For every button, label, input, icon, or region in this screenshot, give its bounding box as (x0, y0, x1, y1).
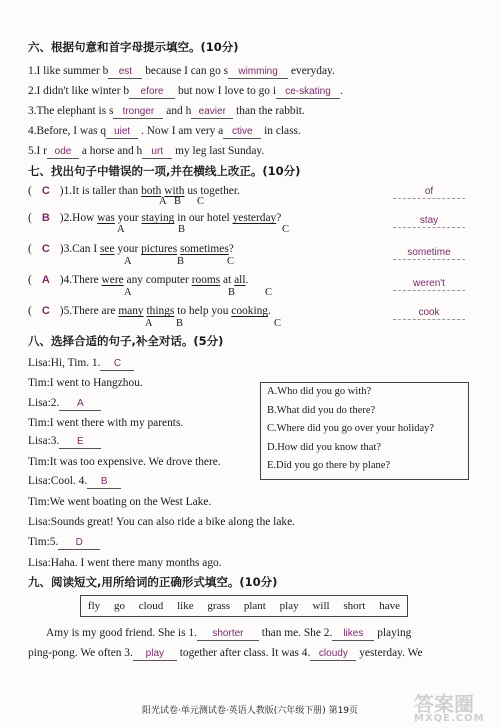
s8-line3: Lisa:2. A (28, 396, 101, 411)
s8-line7: Lisa:Cool. 4. B (28, 474, 121, 489)
s8-blank5[interactable]: D (58, 537, 100, 550)
s7-item2: ( B )2.How was your staying in our hotel yesterday? (28, 212, 282, 224)
s7-item5: ( C )5.There are many things to help you cooking. (28, 305, 271, 317)
s8-options-box (260, 382, 469, 480)
s9-para-line2: ping-pong. We often 3. play together after class. It was 4. cloudy yesterday. We (28, 647, 423, 659)
s8-line4: Tim:I went there with my parents. (28, 417, 184, 429)
s6-q4: 4.Before, I was q uiet . Now I am very a ctive in class. (28, 125, 301, 137)
s9-word: like (177, 600, 194, 612)
s9-blank3[interactable]: play (133, 648, 177, 661)
s9-blank4[interactable]: cloudy (310, 648, 356, 661)
s7-item1-correction[interactable]: of (393, 186, 465, 199)
s6-q1: 1.I like summer b est because I can go s wimming everyday. (28, 65, 335, 77)
s9-word-box (80, 595, 408, 617)
s9-para-line1: Amy is my good friend. She is 1. shorter than me. She 2. likes playing (46, 627, 412, 639)
section8-heading: 八、选择合适的句子,补全对话。(5分) (28, 334, 224, 348)
s9-word: will (312, 600, 330, 612)
s6-q5: 5.I r ode a horse and h urt my leg last Sunday. (28, 145, 265, 157)
s6-q5-ans1[interactable]: ode (47, 146, 79, 159)
s8-blank2[interactable]: A (59, 398, 101, 411)
s8-line1: Lisa:Hi, Tim. 1. C (28, 356, 134, 371)
s7-item2-label-a: A (117, 224, 125, 235)
s7-item4: ( A )4.There were any computer rooms at all. (28, 274, 249, 286)
s7-item4-correction[interactable]: weren't (393, 278, 465, 291)
s8-line10: Tim:5. D (28, 535, 100, 550)
s7-item3-label-b: B (177, 256, 185, 267)
s8-option-e: E.Did you go there by plane? (267, 460, 391, 471)
s8-line9: Lisa:Sounds great! You can also ride a bike along the lake. (28, 516, 295, 528)
s8-line6: Tim:It was too expensive. We drove there. (28, 456, 221, 468)
s8-line2: Tim:I went to Hangzhou. (28, 377, 143, 389)
s6-q3-ans1[interactable]: tronger (113, 106, 163, 119)
s6-q1-ans1[interactable]: est (108, 66, 142, 79)
page-footer: 阳光试卷·单元测试卷·英语人教版(六年级下册) 第19页 (141, 706, 359, 716)
s6-q2: 2.I didn't like winter b efore but now I love to go i ce-skating . (28, 85, 343, 97)
s7-item5-label-c: C (274, 318, 282, 329)
s6-q4-ans1[interactable]: uiet (106, 126, 138, 139)
s8-option-a: A.Who did you go with? (267, 386, 372, 397)
s6-q4-ans2[interactable]: ctive (223, 126, 261, 139)
s9-word: fly (87, 600, 101, 612)
s7-item3: ( C )3.Can I see your pictures sometimes? (28, 243, 234, 255)
s9-word: grass (207, 600, 231, 612)
s6-q5-ans2[interactable]: urt (142, 146, 172, 159)
s7-item4-label-a: A (124, 287, 132, 298)
s7-item1: ( C )1.It is taller than both with us together. (28, 185, 240, 197)
s8-option-b: B.What did you do there? (267, 404, 376, 416)
s7-item3-correction[interactable]: sometime (393, 247, 465, 260)
s9-word: plant (243, 600, 266, 612)
section6-heading: 六、根据句意和首字母提示填空。(10分) (28, 40, 239, 54)
s9-word: cloud (138, 600, 164, 612)
s8-line11: Lisa:Haha. I went there many months ago. (28, 557, 222, 569)
s6-q1-ans2[interactable]: wimming (228, 66, 288, 79)
s6-q3-ans2[interactable]: eavier (191, 106, 233, 119)
s7-item4-answer[interactable]: A (41, 274, 50, 286)
s6-q2-ans1[interactable]: efore (129, 86, 175, 99)
s7-item5-answer[interactable]: C (41, 305, 50, 317)
s6-q3: 3.The elephant is s tronger and h eavier than the rabbit. (28, 105, 305, 117)
s7-item2-answer[interactable]: B (41, 212, 50, 224)
section7-heading: 七、找出句子中错误的一项,并在横线上改正。(10分) (28, 164, 301, 178)
s8-line5: Lisa:3. E (28, 434, 101, 449)
s7-item5-label-b: B (176, 318, 184, 329)
s7-item5-correction[interactable]: cook (393, 307, 465, 320)
s7-item4-label-b: B (228, 287, 236, 298)
s7-item1-label-b: B (174, 196, 182, 207)
s9-word: play (279, 600, 299, 612)
s9-blank1[interactable]: shorter (197, 628, 259, 641)
s8-option-d: D.How did you know that? (267, 441, 382, 453)
s7-item3-label-a: A (124, 256, 132, 267)
s9-word: have (379, 600, 400, 612)
s7-item2-label-c: C (282, 224, 290, 235)
s8-blank4[interactable]: B (87, 476, 121, 489)
s9-word: short (343, 600, 366, 612)
s7-item1-answer[interactable]: C (41, 185, 50, 197)
s7-item4-label-c: C (265, 287, 273, 298)
s7-item2-correction[interactable]: stay (393, 215, 465, 228)
s8-blank3[interactable]: E (59, 436, 101, 449)
s7-item2-label-b: B (178, 224, 186, 235)
s9-blank2[interactable]: likes (332, 628, 374, 641)
s6-q2-ans2[interactable]: ce-skating (276, 86, 340, 99)
s8-option-c: C.Where did you go over your holiday? (267, 423, 435, 434)
s7-item3-answer[interactable]: C (41, 243, 50, 255)
s9-word: go (113, 600, 125, 612)
watermark-logo: 答案圈 MXQE.COM (414, 692, 485, 724)
s7-item5-label-a: A (145, 318, 153, 329)
s7-item1-label-c: C (197, 196, 205, 207)
s8-line8: Tim:We went boating on the West Lake. (28, 496, 212, 508)
s8-blank1[interactable]: C (100, 358, 134, 371)
s7-item1-label-a: A (159, 196, 167, 207)
s7-item3-label-c: C (227, 256, 235, 267)
section9-heading: 九、阅读短文,用所给词的正确形式填空。(10分) (28, 575, 278, 589)
